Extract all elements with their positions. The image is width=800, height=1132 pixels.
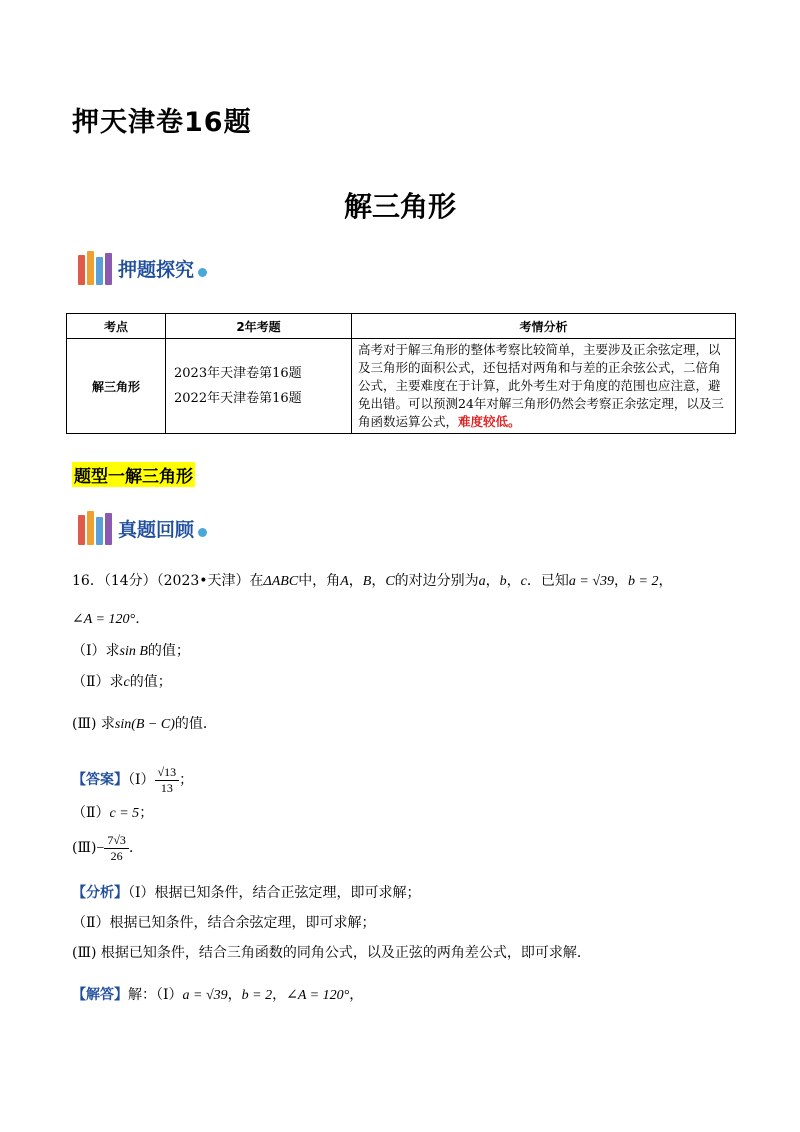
punct: ， bbox=[348, 573, 363, 589]
punct: ， bbox=[227, 987, 242, 1003]
dot-icon bbox=[198, 528, 207, 537]
math-expr: a = √39 bbox=[182, 988, 228, 1003]
column-header: 考点 bbox=[67, 314, 166, 339]
table-row bbox=[67, 339, 736, 434]
part-label: (Ⅲ) 求 bbox=[72, 716, 115, 732]
question-stem bbox=[72, 570, 672, 593]
part-1 bbox=[72, 640, 190, 663]
dot-icon bbox=[198, 268, 207, 277]
section-header-review bbox=[78, 508, 207, 548]
document-title: 押天津卷16题 bbox=[72, 107, 252, 138]
math-expr: sin(B − C) bbox=[114, 717, 175, 732]
question-type-title: 题型一解三角形 bbox=[72, 462, 195, 487]
denominator: 13 bbox=[160, 780, 173, 795]
part-text: 的值． bbox=[174, 716, 217, 732]
answer-line-3 bbox=[72, 826, 143, 871]
punct: ． bbox=[128, 840, 143, 856]
punct: ， bbox=[658, 573, 673, 589]
topic-title: 解三角形 bbox=[343, 190, 456, 223]
part-label: （Ⅱ） bbox=[72, 805, 110, 821]
part-2 bbox=[72, 671, 172, 694]
exam-analysis-table bbox=[66, 313, 736, 434]
math-expr: ∠A = 120° bbox=[286, 988, 350, 1003]
math-expr: c = 5 bbox=[109, 806, 140, 821]
math-var: c bbox=[520, 574, 527, 589]
analysis-text: 高考对于解三角形的整体考察比较简单，主要涉及正余弦定理，以及三角形的面积公式，还包括对两角和与差的正余弦公式，二倍角公式，主要难度在于计算，此外考生对于角度的范围也应注意，避免出错。可以预测24年对解三角形仍然会考察正余弦定理，以及三角函数运算公式， bbox=[358, 342, 724, 429]
question-text: 的对边分别为 bbox=[394, 573, 479, 589]
math-var: B bbox=[362, 574, 372, 589]
question-text: ．已知 bbox=[526, 573, 569, 589]
books-icon bbox=[78, 511, 114, 545]
answer-line-1 bbox=[72, 760, 193, 800]
math-expr: c bbox=[123, 675, 130, 690]
math-expr: b = 2 bbox=[628, 574, 659, 589]
math-var: C bbox=[385, 574, 395, 589]
part-3 bbox=[72, 713, 217, 736]
part-text: 的值； bbox=[129, 674, 172, 690]
analysis-cell bbox=[352, 339, 736, 434]
punct: ， bbox=[272, 987, 287, 1003]
numerator: √13 bbox=[155, 765, 180, 781]
topic-cell: 解三角形 bbox=[67, 339, 166, 434]
analysis-line-1 bbox=[72, 882, 421, 904]
year-item: 2023年天津卷第16题 bbox=[174, 366, 302, 381]
math-expr: b = 2 bbox=[241, 988, 273, 1003]
column-header: 2年考题 bbox=[166, 314, 352, 339]
answer-line-2 bbox=[72, 802, 153, 825]
fraction bbox=[155, 765, 180, 796]
math-expr: ∠A = 120°． bbox=[72, 612, 150, 627]
section-label: 真题回顾 bbox=[118, 518, 195, 541]
punct: ， bbox=[614, 573, 629, 589]
column-header: 考情分析 bbox=[352, 314, 736, 339]
part-label: （Ⅰ）求 bbox=[72, 643, 120, 659]
punct: ， bbox=[349, 987, 364, 1003]
math-expr: sin B bbox=[119, 644, 148, 659]
analysis-line-2 bbox=[72, 912, 376, 934]
solution-tag: 【解答】 bbox=[72, 987, 128, 1003]
math-expr: ΔABC bbox=[263, 574, 299, 589]
years-cell bbox=[166, 339, 352, 434]
books-icon bbox=[78, 251, 114, 285]
part-label: （Ⅱ）求 bbox=[72, 674, 124, 690]
analysis-tag: 【分析】 bbox=[72, 885, 128, 901]
punct: ， bbox=[485, 573, 500, 589]
question-text: 中，角 bbox=[298, 573, 341, 589]
part-label: （Ⅰ） bbox=[128, 772, 155, 788]
section-label: 押题探究 bbox=[118, 258, 195, 281]
numerator: 7√3 bbox=[104, 833, 129, 849]
question-text: 16．（14分）（2023•天津）在 bbox=[72, 573, 264, 589]
punct: ； bbox=[179, 772, 194, 788]
analysis-line-3 bbox=[72, 942, 591, 964]
punct: ， bbox=[371, 573, 386, 589]
solution-line-1 bbox=[72, 984, 363, 1007]
answer-tag: 【答案】 bbox=[72, 772, 128, 788]
math-var: a bbox=[478, 574, 486, 589]
punct: ， bbox=[506, 573, 521, 589]
math-var: b bbox=[499, 574, 507, 589]
part-text: 的值； bbox=[147, 643, 190, 659]
math-var: A bbox=[340, 574, 349, 589]
part-label: (Ⅲ) bbox=[72, 840, 97, 856]
solution-text: 解：（Ⅰ） bbox=[128, 987, 183, 1003]
minus-sign: − bbox=[96, 841, 105, 856]
year-item: 2022年天津卷第16题 bbox=[174, 391, 302, 406]
denominator: 26 bbox=[110, 848, 123, 863]
punct: ； bbox=[139, 805, 154, 821]
angle-condition bbox=[72, 608, 149, 631]
difficulty-note: 难度较低。 bbox=[458, 414, 521, 429]
table-header-row bbox=[67, 314, 736, 339]
analysis-text: （Ⅰ）根据已知条件，结合正弦定理，即可求解； bbox=[128, 885, 421, 901]
analysis-text: （Ⅱ）根据已知条件，结合余弦定理，即可求解； bbox=[72, 915, 376, 931]
fraction bbox=[104, 833, 129, 864]
section-header-explore bbox=[78, 248, 207, 288]
analysis-text: (Ⅲ) 根据已知条件，结合三角函数的同角公式，以及正弦的两角差公式，即可求解． bbox=[72, 945, 591, 961]
math-expr: a = √39 bbox=[568, 574, 615, 589]
